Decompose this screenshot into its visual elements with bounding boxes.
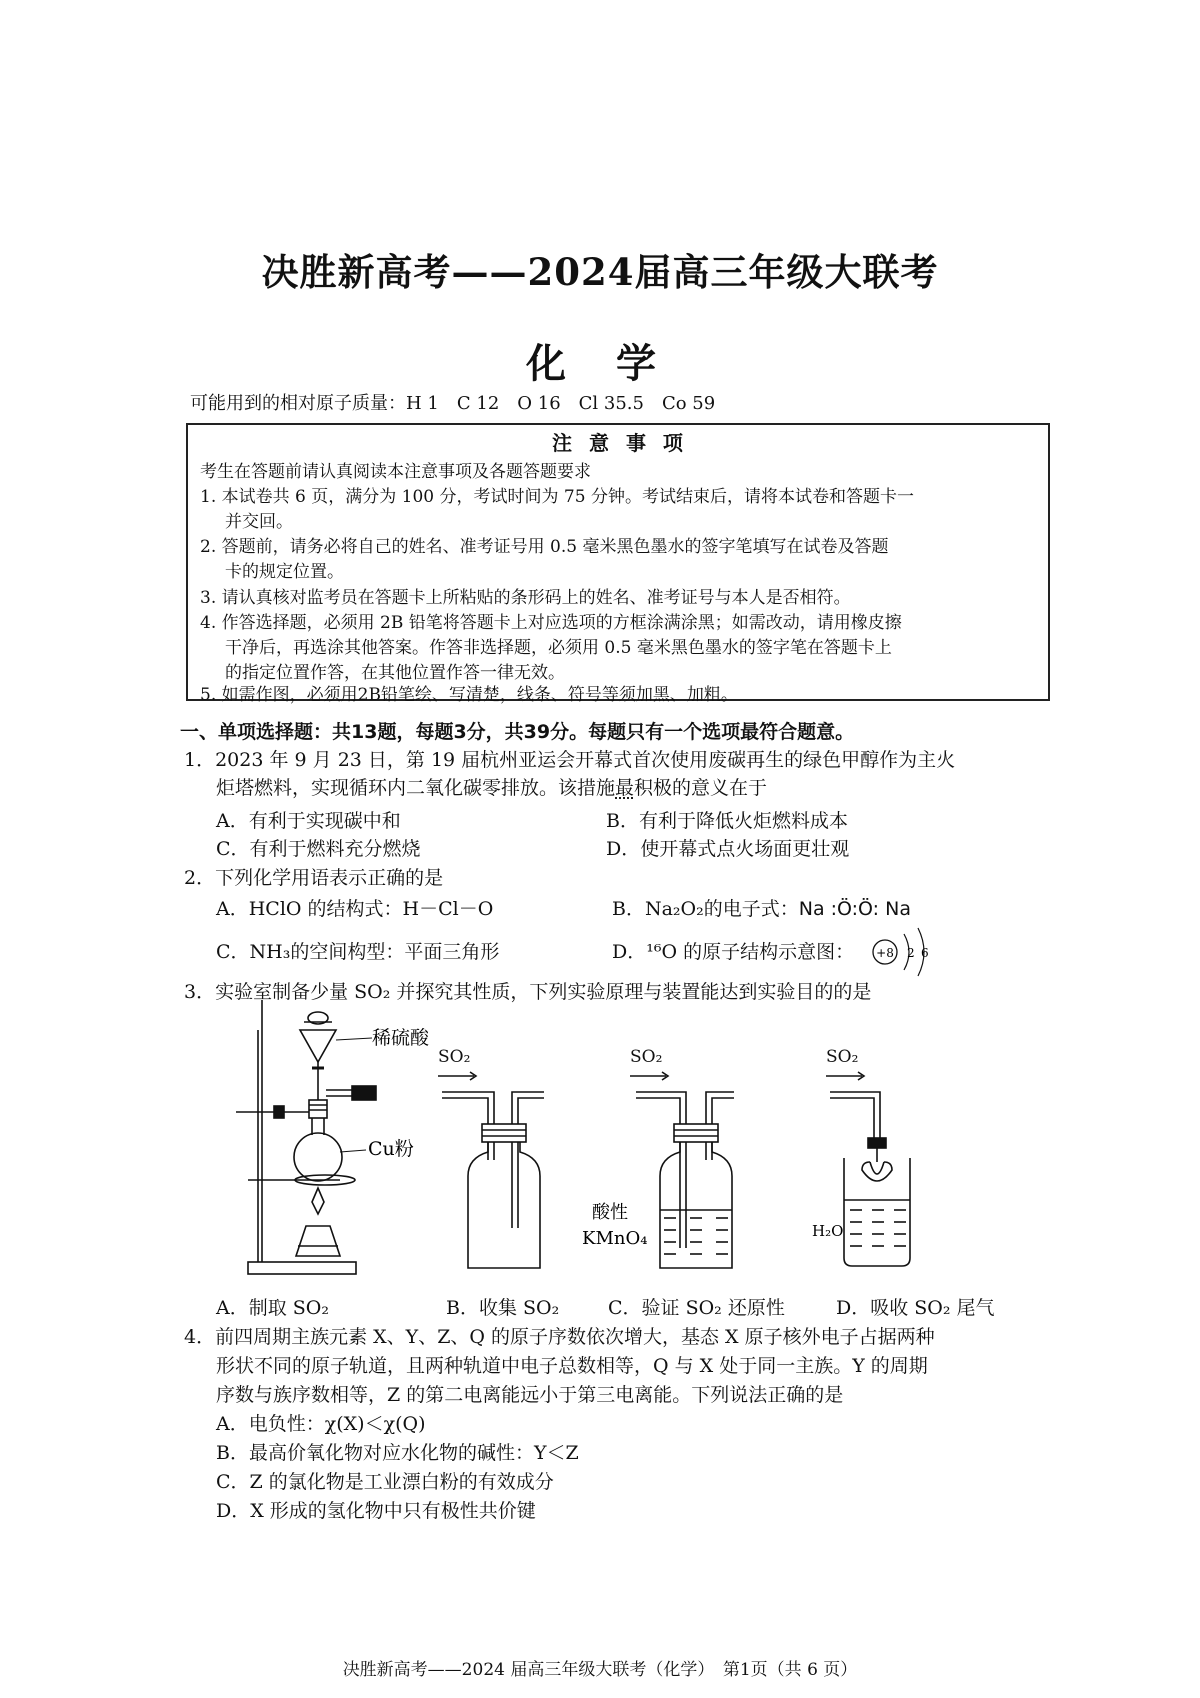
notice-line: 1. 本试卷共 6 页，满分为 100 分，考试时间为 75 分钟。考试结束后，请将本试卷和答题卡一 bbox=[200, 487, 914, 507]
subject-title: 化 学 bbox=[526, 340, 674, 387]
q4-stem-line1: 4．前四周期主族元素 X、Y、Z、Q 的原子序数依次增大，基态 X 原子核外电子占据两种 bbox=[184, 1326, 935, 1348]
q1-stem-text: 积极的意义在于 bbox=[634, 777, 768, 799]
q1-stem-text: 炬塔燃料，实现循环内二氧化碳零排放。该措施 bbox=[216, 777, 616, 799]
q2-stem: 2．下列化学用语表示正确的是 bbox=[184, 867, 444, 889]
notice-line: 3. 请认真核对监考员在答题卡上所粘贴的条形码上的姓名、准考证号与本人是否相符。 bbox=[200, 588, 851, 608]
notice-line: 2. 答题前，请务必将自己的姓名、准考证号用 0.5 毫米黑色墨水的签字笔填写在试卷及答题 bbox=[200, 537, 889, 557]
notice-intro: 考生在答题前请认真阅读本注意事项及各题答题要求 bbox=[200, 462, 591, 482]
nucleus-charge: +8 bbox=[876, 946, 894, 960]
notice-title: 注 意 事 项 bbox=[552, 431, 688, 455]
exam-title: 决胜新高考——2024届高三年级大联考 bbox=[261, 250, 939, 294]
q1-option-a: A．有利于实现碳中和 bbox=[216, 810, 401, 832]
label-dilute-acid: 稀硫酸 bbox=[372, 1027, 430, 1049]
q1-option-d: D．使开幕式点火场面更壮观 bbox=[606, 838, 850, 860]
q3-option-d: D．吸收 SO₂ 尾气 bbox=[836, 1297, 995, 1319]
q3-option-a: A．制取 SO₂ bbox=[216, 1297, 329, 1319]
notice-line: 5. 如需作图，必须用2B铅笔绘、写清楚，线条、符号等须加黑、加粗。 bbox=[200, 685, 738, 705]
q2-option-d-label: D．¹⁶O 的原子结构示意图： bbox=[612, 941, 855, 963]
label-acidic: 酸性 bbox=[592, 1202, 628, 1223]
section-header: 一、单项选择题：共13题，每题3分，共39分。每题只有一个选项最符合题意。 bbox=[180, 721, 855, 743]
notice-line: 干净后，再选涂其他答案。作答非选择题，必须用 0.5 毫米黑色墨水的签字笔在答题卡上 bbox=[225, 638, 892, 658]
q3-stem: 3．实验室制备少量 SO₂ 并探究其性质，下列实验原理与装置能达到实验目的的是 bbox=[184, 981, 872, 1003]
q3-option-b: B．收集 SO₂ bbox=[446, 1297, 560, 1319]
so2-label: SO₂ bbox=[630, 1047, 663, 1067]
q4-stem-line2: 形状不同的原子轨道，且两种轨道中电子总数相等，Q 与 X 处于同一主族。Y 的周期 bbox=[216, 1355, 928, 1377]
label-cu-powder: Cu粉 bbox=[368, 1138, 414, 1160]
label-water: H₂O bbox=[812, 1222, 844, 1240]
q1-stem-line1: 1．2023 年 9 月 23 日，第 19 届杭州亚运会开幕式首次使用废碳再生的绿色甲醇作为主火 bbox=[184, 749, 956, 771]
atomic-masses: 可能用到的相对原子质量：H 1 C 12 O 16 Cl 35.5 Co 59 bbox=[190, 393, 716, 414]
notice-line: 4. 作答选择题，必须用 2B 铅笔将答题卡上对应选项的方框涂满涂黑；如需改动，请用橡皮擦 bbox=[200, 613, 902, 633]
q1-stem-line2 bbox=[216, 773, 767, 800]
q1-option-b: B．有利于降低火炬燃料成本 bbox=[606, 810, 848, 832]
emphasis-mark: 最 bbox=[615, 777, 635, 799]
q4-option-c: C．Z 的氯化物是工业漂白粉的有效成分 bbox=[216, 1471, 554, 1493]
so2-label: SO₂ bbox=[438, 1047, 471, 1067]
q4-option-b: B．最高价氧化物对应水化物的碱性：Y＜Z bbox=[216, 1442, 579, 1464]
shell-2-electrons: 6 bbox=[921, 946, 929, 960]
q4-option-d: D．X 形成的氢化物中只有极性共价键 bbox=[216, 1500, 536, 1522]
so2-label: SO₂ bbox=[826, 1047, 859, 1067]
apparatus-a bbox=[236, 1000, 376, 1274]
page-footer: 决胜新高考——2024 届高三年级大联考（化学） 第1页（共 6 页） bbox=[342, 1660, 858, 1680]
q2-option-d bbox=[612, 937, 854, 964]
notice-line: 卡的规定位置。 bbox=[225, 562, 344, 582]
atom-structure-diagram bbox=[868, 922, 938, 980]
q1-option-c: C．有利于燃料充分燃烧 bbox=[216, 838, 421, 860]
notice-line: 并交回。 bbox=[225, 512, 293, 532]
q2-option-a: A．HClO 的结构式：H－Cl－O bbox=[216, 898, 494, 920]
notice-line: 的指定位置作答，在其他位置作答一律无效。 bbox=[225, 663, 565, 683]
q2-option-c: C．NH₃的空间构型：平面三角形 bbox=[216, 941, 500, 963]
shell-1-electrons: 2 bbox=[907, 946, 915, 960]
q2-option-b bbox=[612, 894, 911, 921]
q3-option-c: C．验证 SO₂ 还原性 bbox=[608, 1297, 785, 1319]
label-kmno4: KMnO₄ bbox=[582, 1228, 648, 1249]
q4-option-a: A．电负性：χ(X)＜χ(Q) bbox=[216, 1413, 426, 1435]
apparatus-b bbox=[438, 1047, 544, 1268]
apparatus-figure bbox=[0, 1000, 1200, 1290]
q2-option-b-label: B．Na₂O₂的电子式： bbox=[612, 898, 799, 920]
q4-stem-line3: 序数与族序数相等，Z 的第二电离能远小于第三电离能。下列说法正确的是 bbox=[216, 1384, 844, 1406]
electron-formula: Na :Ö:Ö: Na bbox=[798, 898, 911, 920]
notice-box bbox=[186, 423, 1050, 705]
